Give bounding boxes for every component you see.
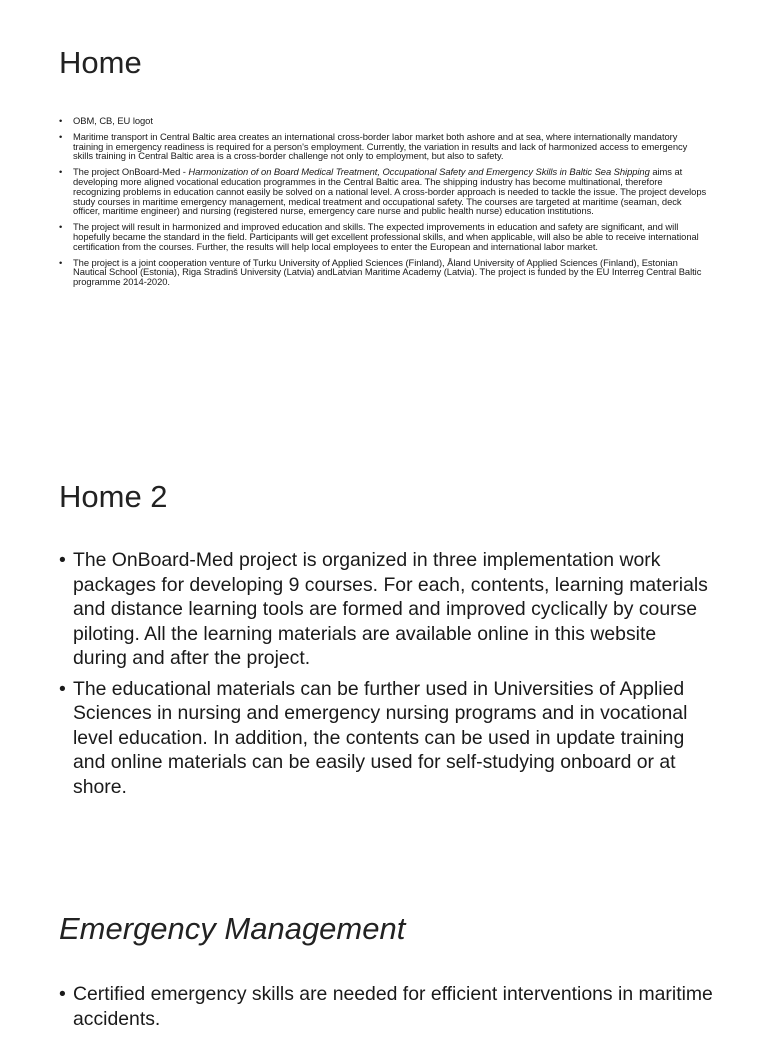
project-full-name: Harmonization of on Board Medical Treatment, Occupational Safety and Emergency Skills in Baltic Sea Shipping (188, 166, 650, 178)
bullet-icon: • (59, 166, 63, 178)
slide-title: Home 2 (59, 479, 168, 514)
list-item (59, 677, 714, 800)
list-item (59, 222, 709, 251)
list-item (59, 258, 709, 287)
list-item (59, 116, 709, 126)
slide-home (0, 0, 768, 440)
bullet-list (59, 116, 709, 293)
bullet-text-suffix: aims at developing more aligned vocational education programmes in the Central Baltic area. The shipping industry has become multinational, therefore recognizing problems in education cannot easily be solved on a national level. A cross-border approach is needed to tackle the issue. The project develops study courses in maritime emergency management, medical treatment and occupational safety. The courses are targeted at maritime (seaman, deck officer, maritime engineer) and nursing (registered nurse, emergency care nurse and public health nurse) education institutions. (73, 166, 707, 217)
bullet-text: The educational materials can be further used in Universities of Applied Sciences in nursing and emergency nursing programs and in vocational level education. In addition, the contents can be used in update training and online materials can be easily used for self-studying onboard or at shore. (73, 677, 688, 798)
bullet-icon: • (59, 115, 63, 126)
list-item (59, 548, 714, 671)
bullet-text: The OnBoard-Med project is organized in three implementation work packages for developing 9 courses. For each, contents, learning materials and distance learning tools are formed and improved cyclically by course piloting. All the learning materials are available online in this website during and after the project. (73, 549, 708, 669)
bullet-text: Maritime transport in Central Baltic area creates an international cross-border labor market both ashore and at sea, where internationally mandatory training in emergency readiness is required for a person's employment. Currently, the variation in results and lack of harmonized access to emergency skills training in Central Baltic area is a cross-border challenge not only to employment, but also to safety. (73, 130, 688, 162)
bullet-list (59, 548, 714, 805)
bullet-icon: • (59, 256, 63, 268)
bullet-text: The project will result in harmonized and improved education and skills. The expected improvements in education and safety are significant, and will hopefully became the standard in the field. Participants will get excellent professional skills, and when applicable, will also be able to receive international certification from the courses. Further, the results will help local employees to enter the European and international labor market. (73, 221, 699, 252)
bullet-text: The project is a joint cooperation venture of Turku University of Applied Sciences (Finland), Åland University of Applied Sciences (Finland), Estonian Nautical School (Estonia), Riga Stradinš University (Latvia) andLatvian Maritime Academy (Latvia). The project is funded by the EU Interreg Central Baltic programme 2014-2020. (73, 256, 702, 288)
bullet-icon: • (59, 983, 66, 1005)
bullet-text: OBM, CB, EU logot (73, 115, 153, 126)
bullet-icon: • (59, 549, 66, 571)
list-item (59, 132, 709, 161)
slide-title: Emergency Management (59, 911, 406, 946)
bullet-text-prefix: The project OnBoard-Med - (73, 166, 189, 178)
bullet-icon: • (59, 221, 63, 233)
list-item (59, 167, 709, 216)
bullet-list (59, 982, 714, 1037)
bullet-icon: • (59, 130, 63, 142)
slide-title: Home (59, 45, 142, 80)
bullet-text: Certified emergency skills are needed for efficient interventions in maritime accidents. (73, 983, 713, 1030)
bullet-icon: • (59, 677, 66, 700)
